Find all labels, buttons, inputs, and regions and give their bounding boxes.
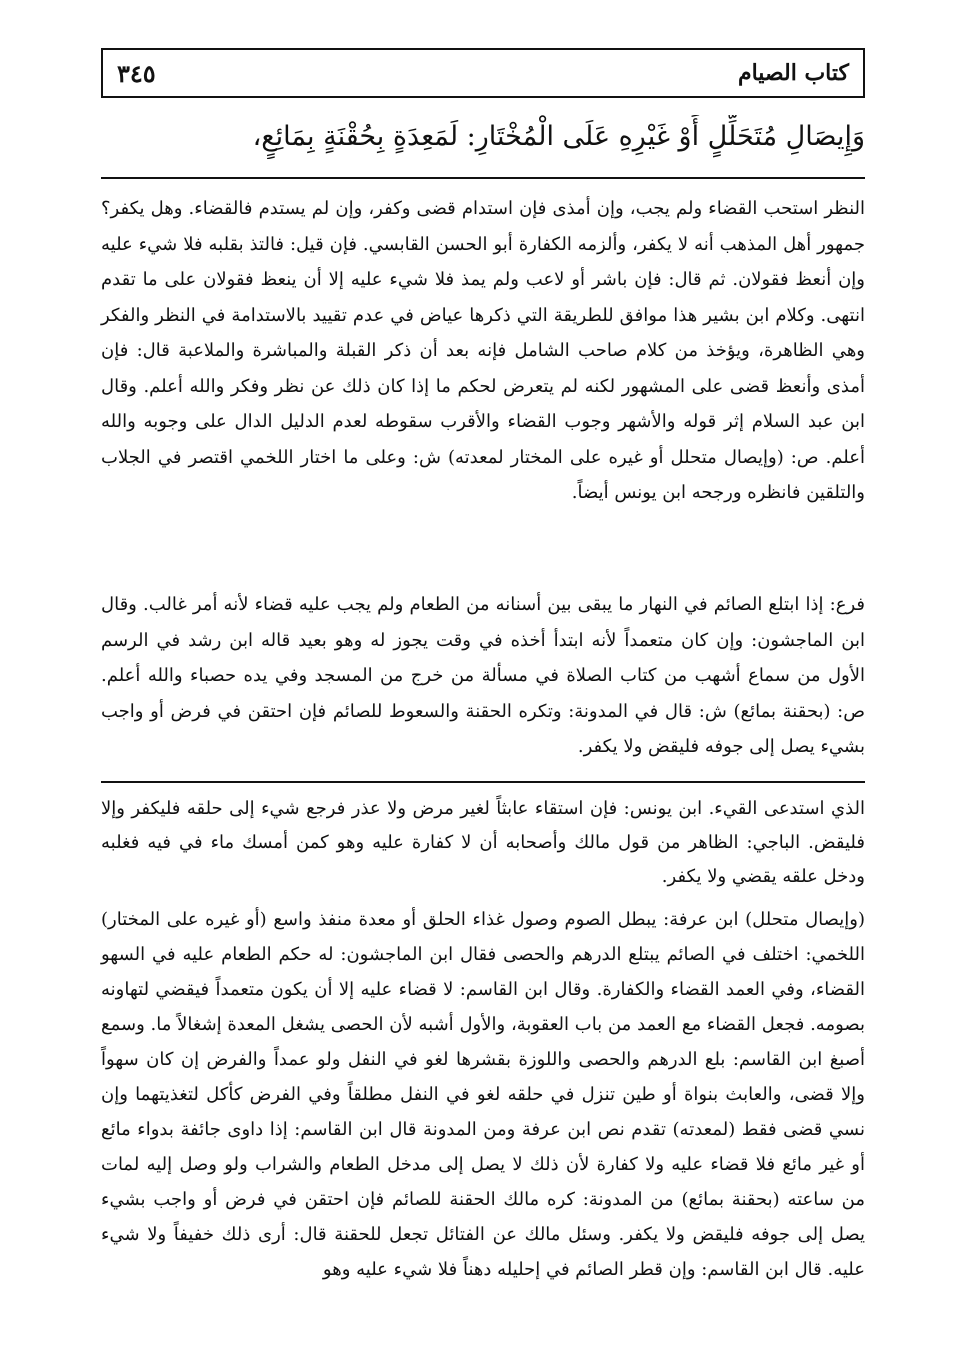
running-header [101,48,865,98]
footnote-paragraph [101,792,865,894]
commentary-paragraph [101,587,865,765]
divider-top [101,177,865,179]
footnote-text: (وإيصال متحلل) ابن عرفة: يبطل الصوم وصول غذاء الحلق أو معدة منفذ واسع (أو غيره على المختار) اللخمي: اختلف في الصائم يبتلع الدرهم والحصى فقال ابن الماجشون: له حكم الطعام عليه في السهو القضاء، وفي العمد القضاء والكفارة. وقال ابن القاسم: لا قضاء عليه إلا أن يكون متعمداً فيقضي لتهاونه بصومه. فجعل القضاء مع العمد من باب العقوبة، والأول أشبه لأن الحصى يشغل المعدة إشغالاً ما. وسمع أصبغ ابن القاسم: بلع الدرهم والحصى واللوزة بقشرها لغو في النفل ولو عمداً والفرض إن كان سهواً وإلا قضى، والعابث بنواة أو طين تنزل في حلقه لغو في النفل مطلقاً وفي الفرض كأكل لتغذيتهما وإن نسي قضى فقط (لمعدته) تقدم نص ابن عرفة ومن المدونة قال ابن القاسم: إذا داوى جائفة بدواء مائع أو غير مائع فلا قضاء عليه ولا كفارة لأن ذلك لا يصل إلى مدخل الطعام والشراب ولو وصل إليه لمات من ساعته (بحقنة بمائع) من المدونة: كره مالك الحقنة للصائم فإن احتقن في فرض أو واجب بشيء يصل إلى جوفه فليقض ولا يكفر. وسئل مالك عن الفتائل تجعل للحقنة قال: أرى ذلك خفيفاً ولا شيء عليه. قال ابن القاسم: وإن قطر الصائم في إحليله دهناً فلا شيء عليه وهو [101,909,865,1280]
divider-footnotes [101,781,865,783]
commentary-text: النظر استحب القضاء ولم يجب، وإن أمذى فإن استدام قضى وكفر، وإن لم يستدم فالقضاء. وهل يكفر؟ جمهور أهل المذهب أنه لا يكفر، وألزمه الكفارة أبو الحسن القابسي. فإن قيل: فالتذ بقلبه فلا شيء عليه وإن أنعظ فقولان. ثم قال: فإن باشر أو لاعب ولم يمذ فلا شيء عليه إلا أن ينعظ فقولان على ما تقدم انتهى. وكلام ابن بشير هذا موافق للطريقة التي ذكرها عياض في عدم تقييد بالاستدامة في النظر والفكر وهي الظاهرة، ويؤخذ من كلام صاحب الشامل فإنه بعد أن ذكر القبلة والمباشرة والملاعبة قال: فإن أمذى وأنعظ قضى على المشهور لكنه لم يتعرض لحكم ما إذا كان ذلك عن نظر وفكر والله أعلم. وقال ابن عبد السلام إثر قوله والأشهر وجوب القضاء والأقرب سقوطه لعدم الدليل الدال على وجوبه والله أعلم. ص: (وإيصال متحلل أو غيره على المختار لمعدته) ش: وعلى ما اختار اللخمي اقتصر في الجلاب والتلقين فانظره ورجحه ابن يونس أيضاً. [101,198,865,503]
matn-text: وَإِيصَالِ مُتَحَلِّلٍ أَوْ غَيْرِهِ عَلَى الْمُخْتَارِ: لَمَعِدَةٍ بِحُقْنَةٍ بِمَائِعٍ، [252,121,865,152]
footnote-paragraph [101,902,865,1287]
commentary-paragraph [101,191,865,511]
page-number: ٣٤٥ [117,58,156,88]
commentary-text: فرع: إذا ابتلع الصائم في النهار ما يبقى بين أسنانه من الطعام ولم يجب عليه قضاء لأنه أمر غالب. وقال ابن الماجشون: وإن كان متعمداً لأنه ابتدأ أخذه في وقت يجوز له وهو بعيد قاله ابن رشد في الرسم الأول من سماع أشهب من كتاب الصلاة في مسألة من خرج من المسجد وفي يده حصباء والله أعلم. ص: (بحقنة بمائع) ش: قال في المدونة: وتكره الحقنة والسعوط للصائم فإن احتقن في فرض أو واجب بشيء يصل إلى جوفه فليقض ولا يكفر. [101,594,865,757]
book-title: كتاب الصيام [737,60,849,86]
footnote-text: الذي استدعى القيء. ابن يونس: فإن استقاء عابثاً لغير مرض ولا عذر فرجع شيء إلى حلقه فليكفر وإلا فليقض. الباجي: الظاهر من قول مالك وأصحابه أن لا كفارة عليه وهو كمن أمسك ماء في فيه فغلبه ودخل علقه يقضي ولا يكفر. [101,798,865,887]
